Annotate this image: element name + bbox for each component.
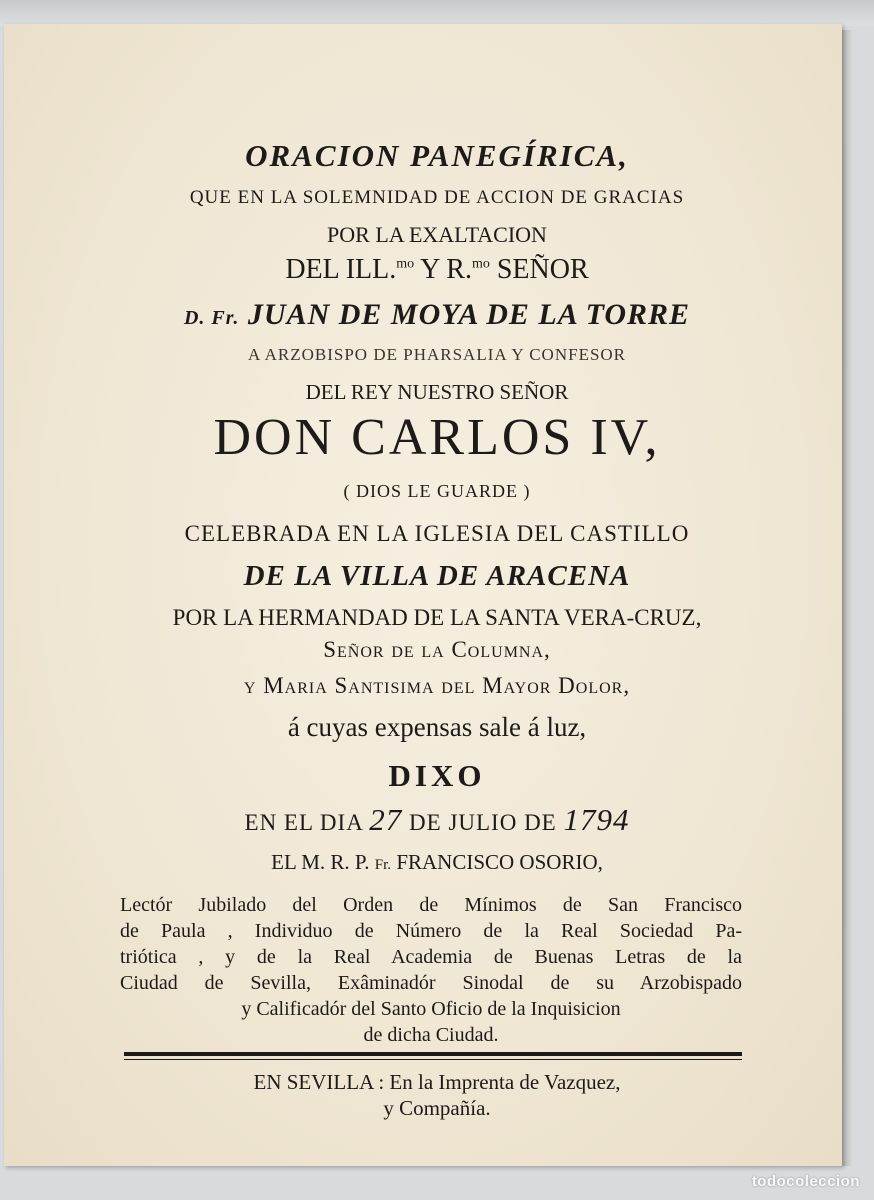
author-credentials <box>120 892 742 1048</box>
credentials-line: de Paula , Individuo de Número de la Real Sociedad Pa- <box>120 920 742 942</box>
dedicatee-title-part-1: DEL ILL. <box>285 254 397 285</box>
imprint-line-1: EN SEVILLA : En la Imprenta de Vazquez, <box>253 1070 621 1094</box>
divider-thin <box>124 1059 742 1060</box>
author-fr: Fr. <box>374 857 392 873</box>
expensas-line: á cuyas expensas sale á luz, <box>287 712 587 742</box>
subtitle-line-2: POR LA EXALTACION <box>327 222 547 247</box>
date-line <box>0 804 874 835</box>
dedicatee-prefix: D. Fr. <box>183 307 240 329</box>
watermark: todocoleccion <box>751 1173 860 1190</box>
dios-le-guarde: ( DIOS LE GUARDE ) <box>343 481 531 501</box>
dedicatee-title-part-2: Y R. <box>414 254 472 285</box>
imprint-line-2: y Compañía. <box>383 1096 491 1120</box>
credentials-line: y Calificadór del Santo Oficio de la Inquisicion <box>241 998 621 1020</box>
dedicatee-title-sup-2: mo <box>471 256 490 272</box>
date-text: EN EL DIA <box>244 810 370 835</box>
credentials-line: triótica , y de la Real Academia de Buenas Letras de la <box>120 946 742 968</box>
dixo-line: DIXO <box>388 758 486 793</box>
credentials-line: de dicha Ciudad. <box>363 1024 499 1046</box>
date-year: 1794 <box>563 802 630 837</box>
king-name: DON CARLOS IV, <box>213 409 661 466</box>
credentials-line: Lectór Jubilado del Orden de Mínimos de San Francisco <box>120 894 742 916</box>
dedicatee-name-line <box>0 300 874 330</box>
date-month: DE JULIO DE <box>402 810 564 835</box>
author-prefix: EL M. R. P. <box>271 850 375 874</box>
villa-line: DE LA VILLA DE ARACENA <box>243 560 631 592</box>
del-rey-line: DEL REY NUESTRO SEÑOR <box>305 380 569 404</box>
subtitle-line-1: QUE EN LA SOLEMNIDAD DE ACCION DE GRACIAS <box>189 187 685 208</box>
dedicatee-name: JUAN DE MOYA DE LA TORRE <box>239 298 691 331</box>
date-day: 27 <box>369 802 403 837</box>
background-top <box>0 0 874 26</box>
divider-thick <box>124 1052 742 1056</box>
author-name: FRANCISCO OSORIO, <box>391 850 603 874</box>
dedicatee-title-sup-1: mo <box>396 256 415 272</box>
dedicatee-title-line <box>0 256 874 284</box>
author-line <box>0 852 874 873</box>
senor-columna-line: Señor de la Columna, <box>323 637 551 662</box>
celebrada-line: CELEBRADA EN LA IGLESIA DEL CASTILLO <box>184 521 690 546</box>
maria-line: y Maria Santisima del Mayor Dolor, <box>243 673 631 698</box>
archbishop-line: A ARZOBISPO DE PHARSALIA Y CONFESOR <box>247 345 627 364</box>
title: ORACION PANEGÍRICA, <box>245 138 629 173</box>
credentials-line: Ciudad de Sevilla, Exâminadór Sinodal de su Arzobispado <box>120 972 742 994</box>
dedicatee-title-part-3: SEÑOR <box>489 254 589 285</box>
hermandad-line: POR LA HERMANDAD DE LA SANTA VERA-CRUZ, <box>172 605 702 630</box>
